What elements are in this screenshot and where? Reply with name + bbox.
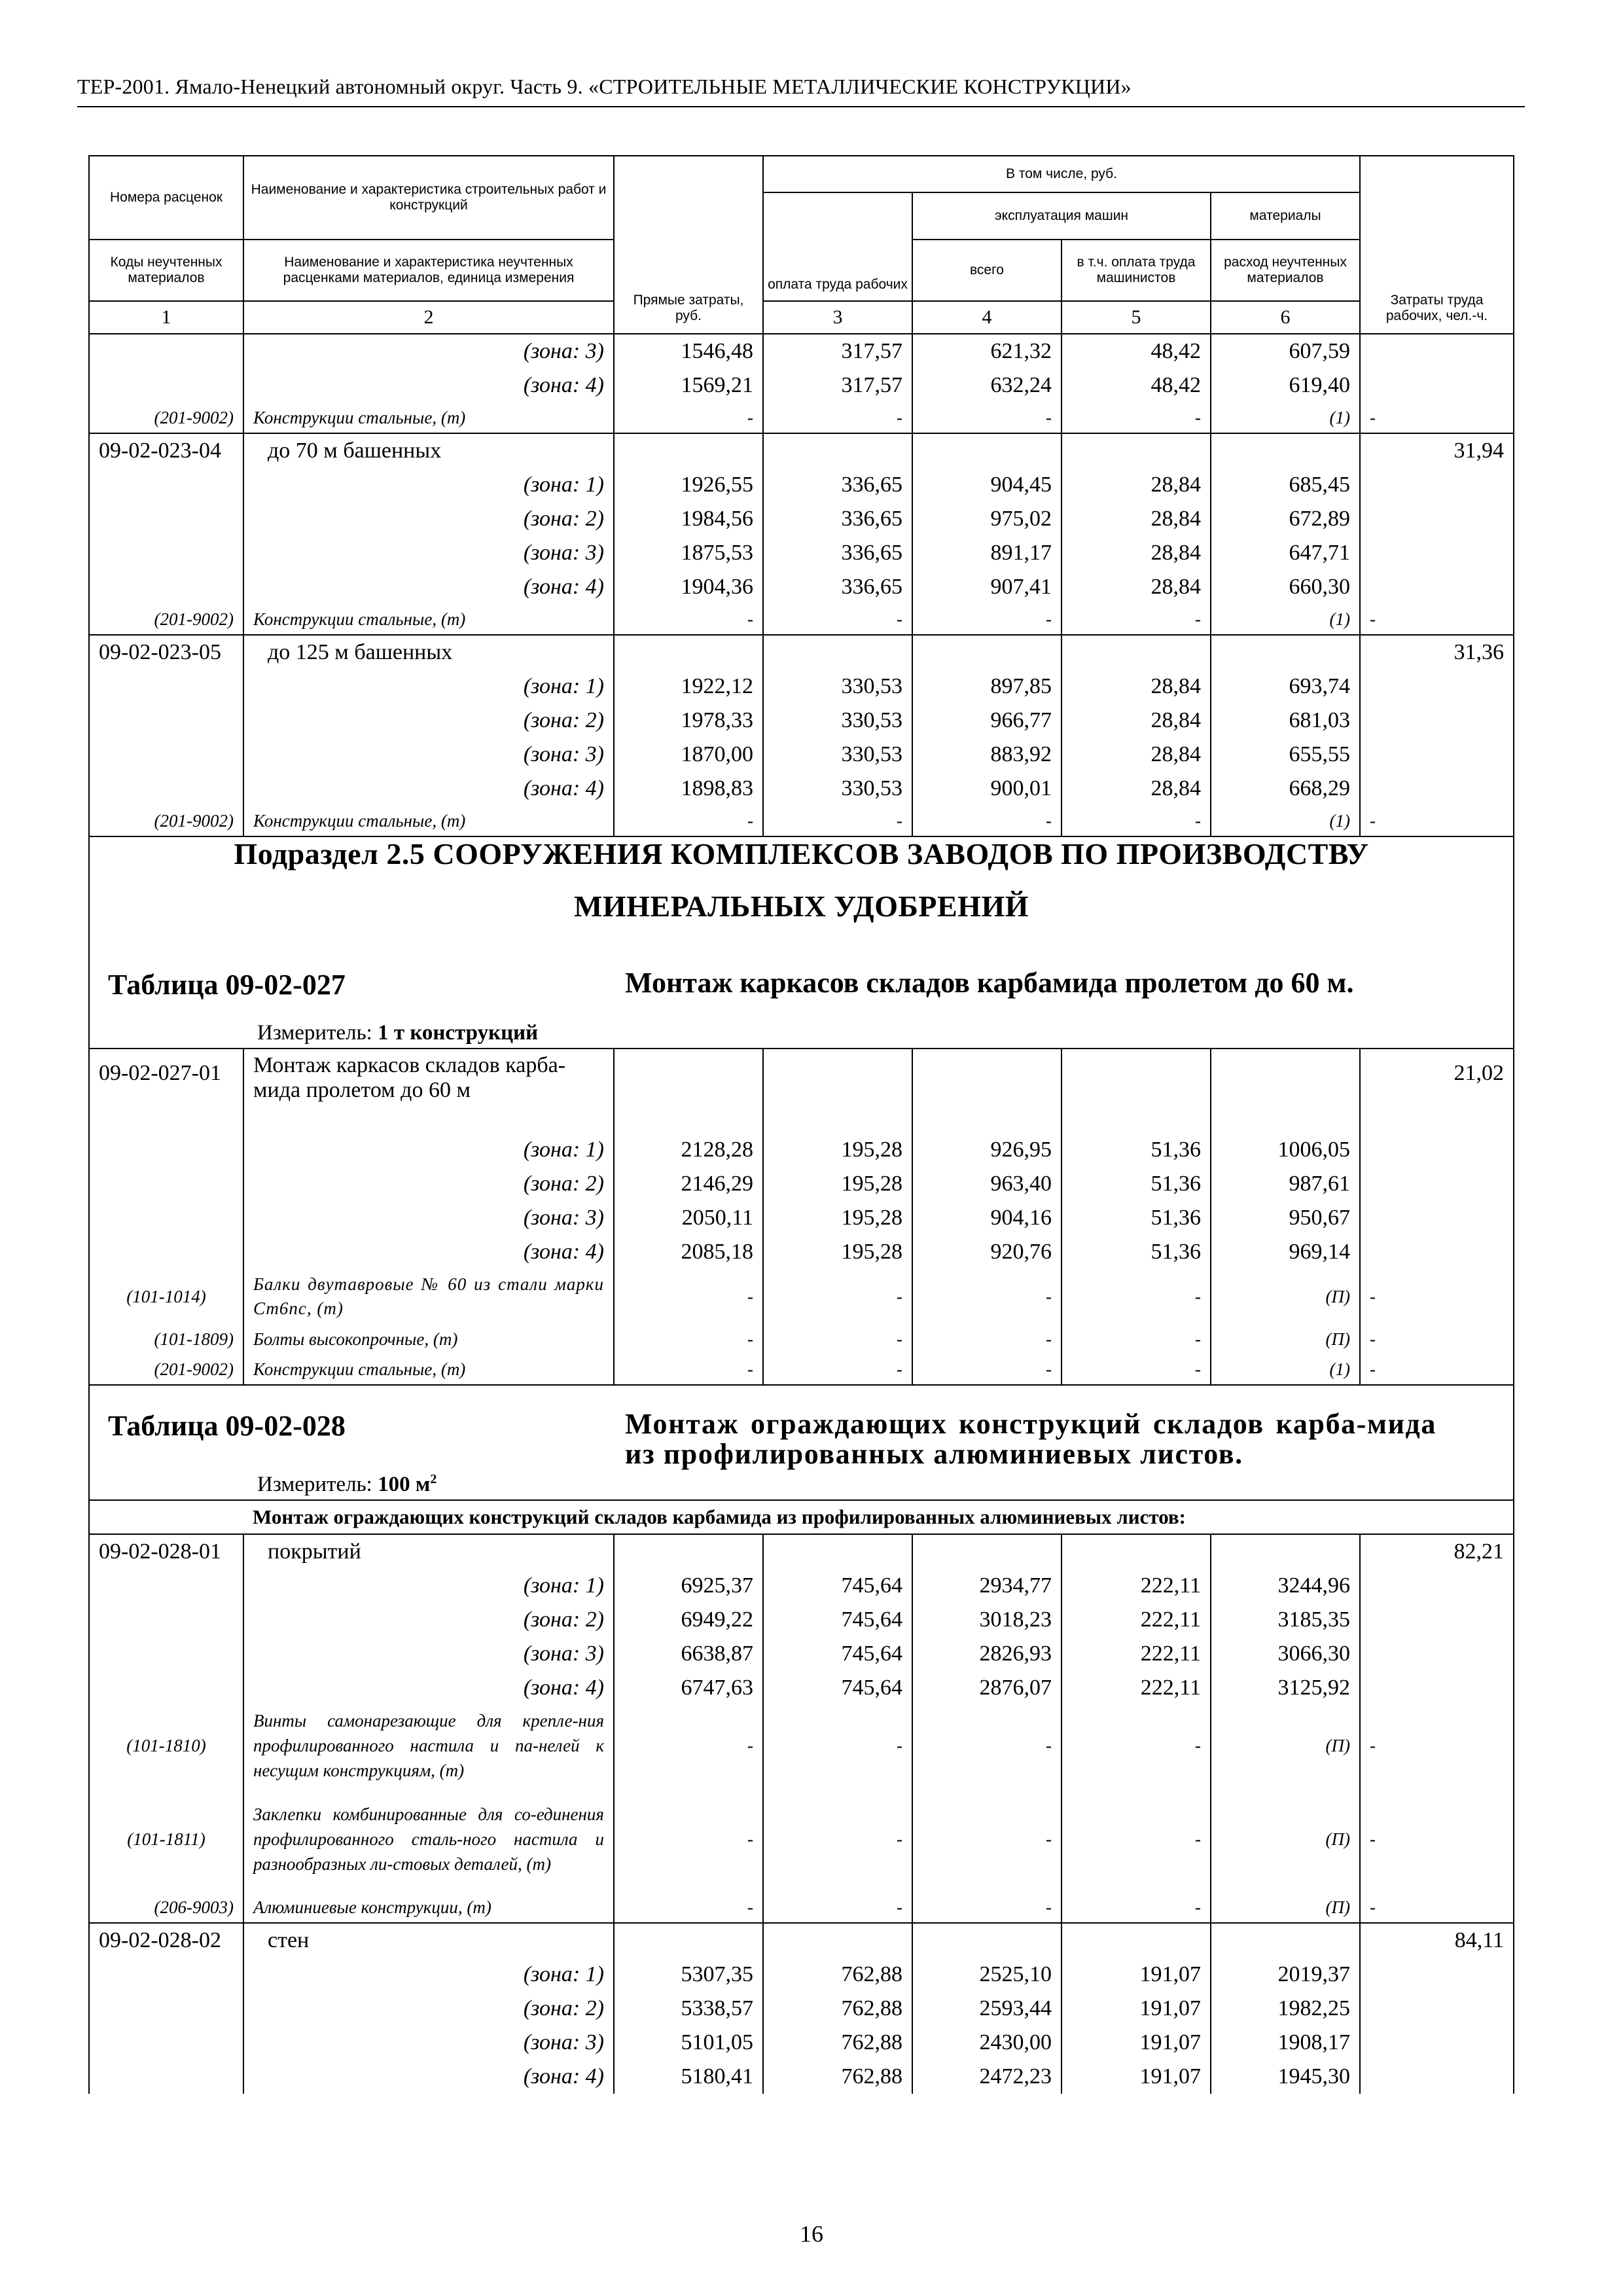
material-row	[89, 1892, 1514, 1923]
header-machines: эксплуатация машин	[912, 192, 1211, 240]
dash: -	[912, 604, 1061, 635]
materials: 3125,92	[1211, 1671, 1360, 1705]
table-row	[89, 1958, 1514, 1992]
table-header	[89, 156, 1514, 334]
dash: -	[763, 806, 912, 836]
dash: -	[1360, 1324, 1514, 1354]
materials: 619,40	[1211, 368, 1360, 403]
col-number: 3	[763, 301, 912, 334]
labor-pay: 330,53	[763, 738, 912, 772]
machines-total: 2593,44	[912, 1992, 1061, 2026]
direct-cost: 5180,41	[614, 2060, 763, 2094]
operators-pay: 28,84	[1061, 772, 1211, 806]
dash: -	[1360, 604, 1514, 635]
table-row	[89, 1235, 1514, 1269]
material-use: (1)	[1211, 1354, 1360, 1385]
materials: 693,74	[1211, 670, 1360, 704]
table-row	[89, 738, 1514, 772]
materials: 1982,25	[1211, 1992, 1360, 2026]
zone-label: (зона: 3)	[243, 2026, 614, 2060]
operators-pay: 28,84	[1061, 536, 1211, 570]
material-name: Конструкции стальные, (т)	[243, 1354, 614, 1385]
table-row	[89, 1603, 1514, 1637]
header-operators-pay: в т.ч. оплата труда машинистов	[1061, 240, 1211, 301]
zone-label: (зона: 2)	[243, 1603, 614, 1637]
material-use: (1)	[1211, 806, 1360, 836]
direct-cost: 1922,12	[614, 670, 763, 704]
material-row	[89, 1269, 1514, 1324]
material-code: (101-1809)	[89, 1324, 243, 1354]
labor-pay: 745,64	[763, 1671, 912, 1705]
dash: -	[1360, 1705, 1514, 1786]
dash: -	[614, 806, 763, 836]
materials: 668,29	[1211, 772, 1360, 806]
table-row	[89, 1992, 1514, 2026]
labor-costs: 31,36	[1360, 635, 1514, 670]
table-row	[89, 2060, 1514, 2094]
measure-value: 100 м	[378, 1473, 431, 1496]
material-code: (101-1810)	[89, 1705, 243, 1786]
material-code: (201-9002)	[89, 1354, 243, 1385]
machines-total: 975,02	[912, 502, 1061, 536]
direct-cost: 5101,05	[614, 2026, 763, 2060]
operators-pay: 28,84	[1061, 670, 1211, 704]
material-use: (П)	[1211, 1269, 1360, 1324]
table-row	[89, 1201, 1514, 1235]
zone-label: (зона: 2)	[243, 1992, 614, 2026]
materials: 3244,96	[1211, 1569, 1360, 1603]
materials: 2019,37	[1211, 1958, 1360, 1992]
labor-pay: 195,28	[763, 1235, 912, 1269]
labor-pay: 195,28	[763, 1167, 912, 1201]
table-heading	[90, 1386, 1513, 1499]
table-row	[89, 1569, 1514, 1603]
table-row	[89, 772, 1514, 806]
rate-row	[89, 1534, 1514, 1569]
labor-pay: 745,64	[763, 1637, 912, 1671]
dash: -	[912, 1324, 1061, 1354]
dash: -	[912, 806, 1061, 836]
zone-label: (зона: 3)	[243, 1201, 614, 1235]
dash: -	[763, 604, 912, 635]
col-number: 6	[1211, 301, 1360, 334]
materials: 969,14	[1211, 1235, 1360, 1269]
machines-total: 2826,93	[912, 1637, 1061, 1671]
header-labor-costs: Затраты труда рабочих, чел.-ч.	[1360, 156, 1514, 334]
operators-pay: 28,84	[1061, 738, 1211, 772]
material-row	[89, 806, 1514, 836]
machines-total: 632,24	[912, 368, 1061, 403]
table-row	[89, 334, 1514, 368]
operators-pay: 51,36	[1061, 1235, 1211, 1269]
materials: 1006,05	[1211, 1133, 1360, 1167]
col-number: 5	[1061, 301, 1211, 334]
material-name: Винты самонарезающие для крепле-ния профилированного настила и па-нелей к несущим конструкциям, (т)	[243, 1705, 614, 1786]
table-row	[89, 468, 1514, 502]
materials: 655,55	[1211, 738, 1360, 772]
materials: 660,30	[1211, 570, 1360, 604]
materials: 987,61	[1211, 1167, 1360, 1201]
operators-pay: 51,36	[1061, 1201, 1211, 1235]
subsection-title: Подраздел 2.5 СООРУЖЕНИЯ КОМПЛЕКСОВ ЗАВОДОВ ПО ПРОИЗВОДСТВУ	[234, 837, 1369, 870]
dash: -	[912, 1269, 1061, 1324]
direct-cost: 1984,56	[614, 502, 763, 536]
direct-cost: 1898,83	[614, 772, 763, 806]
dash: -	[763, 1892, 912, 1923]
dash: -	[763, 1269, 912, 1324]
dash: -	[614, 604, 763, 635]
machines-total: 3018,23	[912, 1603, 1061, 1637]
header-rule	[77, 106, 1525, 107]
labor-costs: 21,02	[1360, 1049, 1514, 1133]
header-materials-use: расход неучтенных материалов	[1211, 240, 1360, 301]
dash: -	[614, 403, 763, 433]
header-direct-costs: Прямые затраты, руб.	[614, 156, 763, 334]
rate-code: 09-02-028-02	[89, 1923, 243, 1958]
zone-label: (зона: 2)	[243, 1167, 614, 1201]
material-use: (1)	[1211, 604, 1360, 635]
running-head: ТЕР-2001. Ямало-Ненецкий автономный округ. Часть 9. «СТРОИТЕЛЬНЫЕ МЕТАЛЛИЧЕСКИЕ КОНСТРУКЦИИ»	[77, 75, 1132, 98]
material-name: Конструкции стальные, (т)	[243, 806, 614, 836]
dash: -	[763, 1786, 912, 1892]
dash: -	[912, 1354, 1061, 1385]
material-code: (101-1014)	[89, 1269, 243, 1324]
labor-pay: 317,57	[763, 334, 912, 368]
table-row	[89, 1637, 1514, 1671]
table-row	[89, 670, 1514, 704]
group-heading: Монтаж ограждающих конструкций складов карбамида из профилированных алюминиевых листов:	[243, 1500, 1514, 1534]
dash: -	[614, 1354, 763, 1385]
direct-cost: 2128,28	[614, 1133, 763, 1167]
measure-value: 1 т конструкций	[378, 1021, 539, 1045]
machines-total: 900,01	[912, 772, 1061, 806]
dash: -	[1360, 1892, 1514, 1923]
dash: -	[1360, 403, 1514, 433]
machines-total: 907,41	[912, 570, 1061, 604]
dash: -	[1061, 403, 1211, 433]
labor-pay: 336,65	[763, 502, 912, 536]
operators-pay: 51,36	[1061, 1133, 1211, 1167]
machines-total: 966,77	[912, 704, 1061, 738]
materials: 685,45	[1211, 468, 1360, 502]
table-row	[89, 536, 1514, 570]
labor-costs: 31,94	[1360, 433, 1514, 468]
direct-cost: 1569,21	[614, 368, 763, 403]
dash: -	[614, 1705, 763, 1786]
material-code: (201-9002)	[89, 806, 243, 836]
material-name: Балки двутавровые № 60 из стали марки Ст6пс, (т)	[243, 1269, 614, 1324]
operators-pay: 222,11	[1061, 1671, 1211, 1705]
measure-label: Измеритель:	[257, 1021, 372, 1045]
material-use: (П)	[1211, 1705, 1360, 1786]
rate-name: до 125 м башенных	[243, 635, 614, 670]
material-name: Конструкции стальные, (т)	[243, 604, 614, 635]
header-materials: материалы	[1211, 192, 1360, 240]
zone-label: (зона: 3)	[243, 738, 614, 772]
materials: 681,03	[1211, 704, 1360, 738]
col-number: 4	[912, 301, 1061, 334]
rates-table	[88, 155, 1514, 2094]
machines-total: 897,85	[912, 670, 1061, 704]
page-number: 16	[800, 2221, 823, 2247]
operators-pay: 28,84	[1061, 570, 1211, 604]
table-row	[89, 368, 1514, 403]
subsection-title: МИНЕРАЛЬНЫХ УДОБРЕНИЙ	[573, 889, 1029, 923]
dash: -	[614, 1269, 763, 1324]
zone-label: (зона: 1)	[243, 1958, 614, 1992]
machines-total: 920,76	[912, 1235, 1061, 1269]
operators-pay: 191,07	[1061, 1958, 1211, 1992]
direct-cost: 6638,87	[614, 1637, 763, 1671]
machines-total: 926,95	[912, 1133, 1061, 1167]
zone-label: (зона: 1)	[243, 1133, 614, 1167]
zone-label: (зона: 4)	[243, 570, 614, 604]
operators-pay: 28,84	[1061, 468, 1211, 502]
rate-name: до 70 м башенных	[243, 433, 614, 468]
measure-superscript: 2	[430, 1472, 437, 1486]
direct-cost: 1546,48	[614, 334, 763, 368]
dash: -	[1360, 1354, 1514, 1385]
labor-pay: 195,28	[763, 1133, 912, 1167]
machines-total: 904,45	[912, 468, 1061, 502]
operators-pay: 191,07	[1061, 1992, 1211, 2026]
zone-label: (зона: 3)	[243, 536, 614, 570]
group-heading-row	[89, 1500, 1514, 1534]
labor-pay: 762,88	[763, 1992, 912, 2026]
direct-cost: 1926,55	[614, 468, 763, 502]
labor-pay: 336,65	[763, 536, 912, 570]
measure-label: Измеритель:	[257, 1473, 372, 1496]
machines-total: 2472,23	[912, 2060, 1061, 2094]
table-row	[89, 1133, 1514, 1167]
material-row	[89, 1324, 1514, 1354]
direct-cost: 5338,57	[614, 1992, 763, 2026]
header-machines-total: всего	[912, 240, 1061, 301]
materials: 950,67	[1211, 1201, 1360, 1235]
materials: 3185,35	[1211, 1603, 1360, 1637]
header-rate-numbers: Номера расценок	[89, 156, 243, 240]
dash: -	[1360, 1269, 1514, 1324]
material-use: (П)	[1211, 1324, 1360, 1354]
rate-name: Монтаж каркасов складов карба-мида пролетом до 60 м	[243, 1049, 614, 1133]
dash: -	[614, 1892, 763, 1923]
dash: -	[763, 1324, 912, 1354]
table-row	[89, 1671, 1514, 1705]
labor-pay: 745,64	[763, 1569, 912, 1603]
rate-name: покрытий	[243, 1534, 614, 1569]
dash: -	[763, 1705, 912, 1786]
dash: -	[614, 1786, 763, 1892]
material-use: (1)	[1211, 403, 1360, 433]
dash: -	[1061, 604, 1211, 635]
rate-row	[89, 635, 1514, 670]
material-row	[89, 1786, 1514, 1892]
operators-pay: 222,11	[1061, 1569, 1211, 1603]
dash: -	[763, 1354, 912, 1385]
table-row	[89, 570, 1514, 604]
col-number: 1	[89, 301, 243, 334]
dash: -	[1061, 1269, 1211, 1324]
table-row	[89, 1167, 1514, 1201]
material-code: (101-1811)	[89, 1786, 243, 1892]
direct-cost: 6925,37	[614, 1569, 763, 1603]
material-name: Алюминиевые конструкции, (т)	[243, 1892, 614, 1923]
operators-pay: 222,11	[1061, 1637, 1211, 1671]
table-number: Таблица 09-02-027	[108, 969, 346, 1001]
rate-code: 09-02-028-01	[89, 1534, 243, 1569]
header-material-names: Наименование и характеристика неучтенных расценками материалов, единица измерения	[243, 240, 614, 301]
dash: -	[1360, 1786, 1514, 1892]
zone-label: (зона: 4)	[243, 772, 614, 806]
operators-pay: 222,11	[1061, 1603, 1211, 1637]
materials: 647,71	[1211, 536, 1360, 570]
table-heading	[90, 933, 1513, 1048]
dash: -	[1061, 806, 1211, 836]
operators-pay: 51,36	[1061, 1167, 1211, 1201]
table-heading-row	[89, 1385, 1514, 1500]
table-row	[89, 704, 1514, 738]
labor-pay: 330,53	[763, 670, 912, 704]
material-code: (201-9002)	[89, 403, 243, 433]
dash: -	[912, 1786, 1061, 1892]
labor-pay: 762,88	[763, 2026, 912, 2060]
operators-pay: 28,84	[1061, 502, 1211, 536]
labor-pay: 330,53	[763, 772, 912, 806]
material-name: Заклепки комбинированные для со-единения профилированного сталь-ного настила и разнообразных ли-стовых деталей, (т)	[243, 1786, 614, 1892]
dash: -	[912, 403, 1061, 433]
zone-label: (зона: 1)	[243, 1569, 614, 1603]
dash: -	[614, 1324, 763, 1354]
material-row	[89, 604, 1514, 635]
dash: -	[1061, 1324, 1211, 1354]
dash: -	[1061, 1892, 1211, 1923]
material-name: Конструкции стальные, (т)	[243, 403, 614, 433]
zone-label: (зона: 3)	[243, 1637, 614, 1671]
material-name: Болты высокопрочные, (т)	[243, 1324, 614, 1354]
table-title: Монтаж каркасов складов карбамида пролетом до 60 м.	[625, 967, 1354, 999]
labor-pay: 762,88	[763, 2060, 912, 2094]
operators-pay: 191,07	[1061, 2026, 1211, 2060]
operators-pay: 48,42	[1061, 368, 1211, 403]
rate-code: 09-02-023-05	[89, 635, 243, 670]
header-work-name: Наименование и характеристика строительных работ и конструкций	[243, 156, 614, 240]
material-row	[89, 1705, 1514, 1786]
material-use: (П)	[1211, 1786, 1360, 1892]
col-number: 2	[243, 301, 614, 334]
dash: -	[763, 403, 912, 433]
machines-total: 2430,00	[912, 2026, 1061, 2060]
direct-cost: 6949,22	[614, 1603, 763, 1637]
direct-cost: 1904,36	[614, 570, 763, 604]
operators-pay: 28,84	[1061, 704, 1211, 738]
zone-label: (зона: 4)	[243, 368, 614, 403]
direct-cost: 1875,53	[614, 536, 763, 570]
zone-label: (зона: 1)	[243, 670, 614, 704]
materials: 607,59	[1211, 334, 1360, 368]
dash: -	[1061, 1705, 1211, 1786]
labor-pay: 336,65	[763, 468, 912, 502]
rate-row	[89, 1923, 1514, 1958]
operators-pay: 191,07	[1061, 2060, 1211, 2094]
machines-total: 2525,10	[912, 1958, 1061, 1992]
direct-cost: 2085,18	[614, 1235, 763, 1269]
rate-code: 09-02-027-01	[89, 1049, 243, 1133]
direct-cost: 2050,11	[614, 1201, 763, 1235]
labor-costs: 84,11	[1360, 1923, 1514, 1958]
machines-total: 2934,77	[912, 1569, 1061, 1603]
zone-label: (зона: 2)	[243, 704, 614, 738]
dash: -	[1061, 1786, 1211, 1892]
rate-row	[89, 433, 1514, 468]
header-labor-pay: оплата труда рабочих	[763, 192, 912, 301]
dash: -	[1360, 806, 1514, 836]
materials: 1945,30	[1211, 2060, 1360, 2094]
machines-total: 963,40	[912, 1167, 1061, 1201]
labor-pay: 745,64	[763, 1603, 912, 1637]
direct-cost: 5307,35	[614, 1958, 763, 1992]
operators-pay: 48,42	[1061, 334, 1211, 368]
labor-pay: 762,88	[763, 1958, 912, 1992]
labor-costs: 82,21	[1360, 1534, 1514, 1569]
table-title: Монтаж ограждающих конструкций складов карба-мида из профилированных алюминиевых листов.	[625, 1408, 1436, 1470]
direct-cost: 2146,29	[614, 1167, 763, 1201]
direct-cost: 6747,63	[614, 1671, 763, 1705]
measure	[257, 1472, 437, 1497]
machines-total: 891,17	[912, 536, 1061, 570]
zone-label: (зона: 3)	[243, 334, 614, 368]
zone-label: (зона: 4)	[243, 1235, 614, 1269]
materials: 672,89	[1211, 502, 1360, 536]
header-including: В том числе, руб.	[763, 156, 1360, 192]
material-row	[89, 403, 1514, 433]
table-number: Таблица 09-02-028	[108, 1410, 346, 1442]
materials: 3066,30	[1211, 1637, 1360, 1671]
subsection-banner	[89, 836, 1514, 1049]
rate-row	[89, 1049, 1514, 1133]
labor-pay: 317,57	[763, 368, 912, 403]
zone-label: (зона: 2)	[243, 502, 614, 536]
labor-pay: 330,53	[763, 704, 912, 738]
material-use: (П)	[1211, 1892, 1360, 1923]
labor-pay: 336,65	[763, 570, 912, 604]
zone-label: (зона: 4)	[243, 1671, 614, 1705]
direct-cost: 1870,00	[614, 738, 763, 772]
zone-label: (зона: 4)	[243, 2060, 614, 2094]
rate-name: стен	[243, 1923, 614, 1958]
measure	[257, 1021, 538, 1045]
table-row	[89, 2026, 1514, 2060]
labor-pay: 195,28	[763, 1201, 912, 1235]
materials: 1908,17	[1211, 2026, 1360, 2060]
table-row	[89, 502, 1514, 536]
rate-code: 09-02-023-04	[89, 433, 243, 468]
dash: -	[912, 1705, 1061, 1786]
header-material-codes: Коды неучтенных материалов	[89, 240, 243, 301]
material-row	[89, 1354, 1514, 1385]
zone-label: (зона: 1)	[243, 468, 614, 502]
machines-total: 883,92	[912, 738, 1061, 772]
material-code: (206-9003)	[89, 1892, 243, 1923]
direct-cost: 1978,33	[614, 704, 763, 738]
machines-total: 904,16	[912, 1201, 1061, 1235]
material-code: (201-9002)	[89, 604, 243, 635]
machines-total: 621,32	[912, 334, 1061, 368]
machines-total: 2876,07	[912, 1671, 1061, 1705]
dash: -	[912, 1892, 1061, 1923]
dash: -	[1061, 1354, 1211, 1385]
